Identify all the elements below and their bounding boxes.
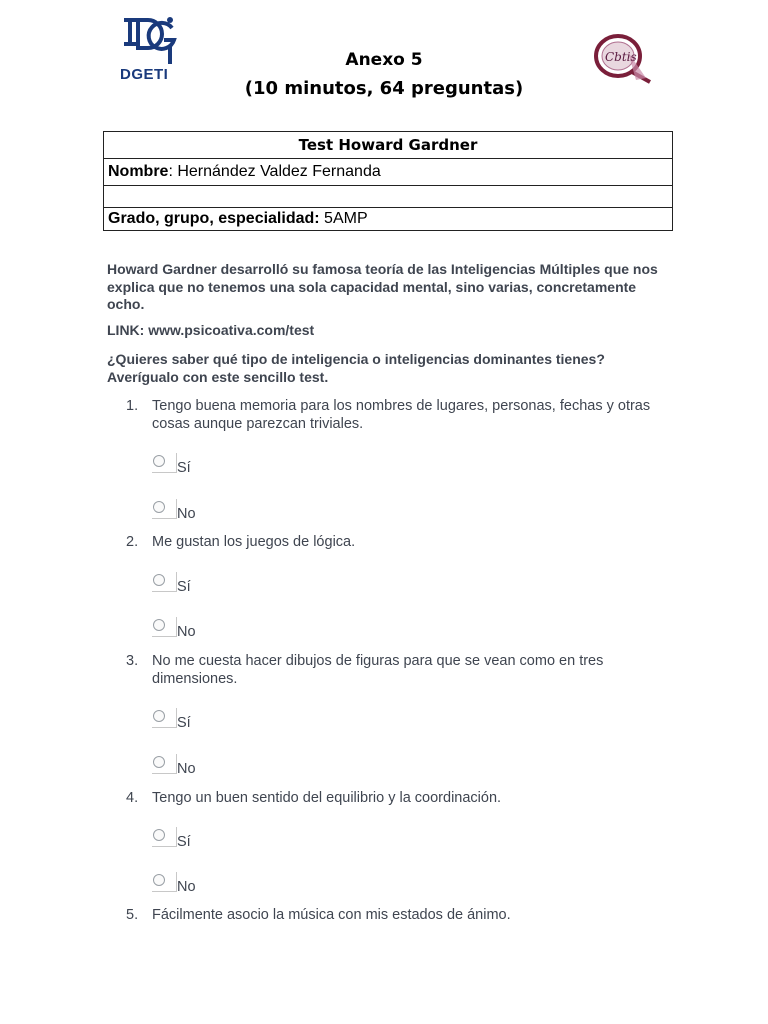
radio-button-icon[interactable]	[153, 829, 165, 841]
option-si[interactable]	[152, 710, 252, 736]
option-no[interactable]	[152, 619, 252, 645]
intro-paragraph: Howard Gardner desarrolló su famosa teoría de las Inteligencias Múltiples que nos explica que no tenemos una sola capacidad mental, sino varias, concretamente ocho.	[107, 261, 658, 312]
question-text: Fácilmente asocio la música con mis estados de ánimo.	[152, 907, 511, 923]
option-label: No	[177, 624, 196, 640]
question-number: 4.	[126, 790, 139, 806]
radio-button-icon[interactable]	[153, 574, 165, 586]
name-row	[104, 159, 673, 186]
question-number: 1.	[126, 398, 139, 414]
option-label: Sí	[177, 715, 191, 731]
question-3	[126, 652, 672, 688]
option-no[interactable]	[152, 756, 252, 782]
question-1	[126, 397, 672, 433]
question-text: No me cuesta hacer dibujos de figuras para que se vean como en tres dimensiones.	[152, 653, 604, 687]
option-label: Sí	[177, 834, 191, 850]
cbtis-logo	[592, 32, 654, 86]
question-text: Tengo un buen sentido del equilibrio y la coordinación.	[152, 790, 502, 806]
empty-row	[104, 186, 673, 208]
option-si[interactable]	[152, 455, 252, 481]
option-label: No	[177, 506, 196, 522]
name-value: : Hernández Valdez Fernanda	[168, 163, 381, 180]
page-title: Anexo 5	[345, 50, 423, 70]
option-si[interactable]	[152, 574, 252, 600]
radio-button-icon[interactable]	[153, 455, 165, 467]
name-label: Nombre	[108, 163, 169, 180]
option-label: Sí	[177, 460, 191, 476]
grade-label: Grado, grupo, especialidad:	[108, 210, 320, 227]
test-link[interactable]: LINK: www.psicoativa.com/test	[107, 322, 315, 338]
question-number: 5.	[126, 907, 139, 923]
cbtis-logo-text: Cbtis	[605, 50, 637, 64]
question-text: Tengo buena memoria para los nombres de lugares, personas, fechas y otras cosas aunque parezcan triviales.	[152, 398, 651, 432]
option-label: No	[177, 879, 196, 895]
radio-button-icon[interactable]	[153, 710, 165, 722]
radio-button-icon[interactable]	[153, 874, 165, 886]
option-no[interactable]	[152, 874, 252, 900]
grade-row	[104, 208, 673, 231]
cbtis-emblem-icon	[592, 32, 654, 86]
question-5	[126, 906, 672, 924]
question-number: 3.	[126, 653, 139, 669]
test-heading: Test Howard Gardner	[104, 132, 673, 159]
question-2	[126, 533, 672, 551]
radio-button-icon[interactable]	[153, 756, 165, 768]
option-si[interactable]	[152, 829, 252, 855]
question-number: 2.	[126, 534, 139, 550]
option-label: No	[177, 761, 196, 777]
question-text: Me gustan los juegos de lógica.	[152, 534, 356, 550]
option-no[interactable]	[152, 501, 252, 527]
question-4	[126, 789, 672, 807]
radio-button-icon[interactable]	[153, 501, 165, 513]
dgeti-logo-text: DGETI	[120, 66, 169, 83]
radio-button-icon[interactable]	[153, 619, 165, 631]
student-info-table	[103, 131, 673, 231]
grade-value: 5AMP	[319, 210, 368, 227]
page-subtitle: (10 minutos, 64 preguntas)	[244, 78, 524, 99]
intro-question: ¿Quieres saber qué tipo de inteligencia o inteligencias dominantes tienes? Averígualo con este sencillo test.	[107, 351, 605, 385]
option-label: Sí	[177, 579, 191, 595]
